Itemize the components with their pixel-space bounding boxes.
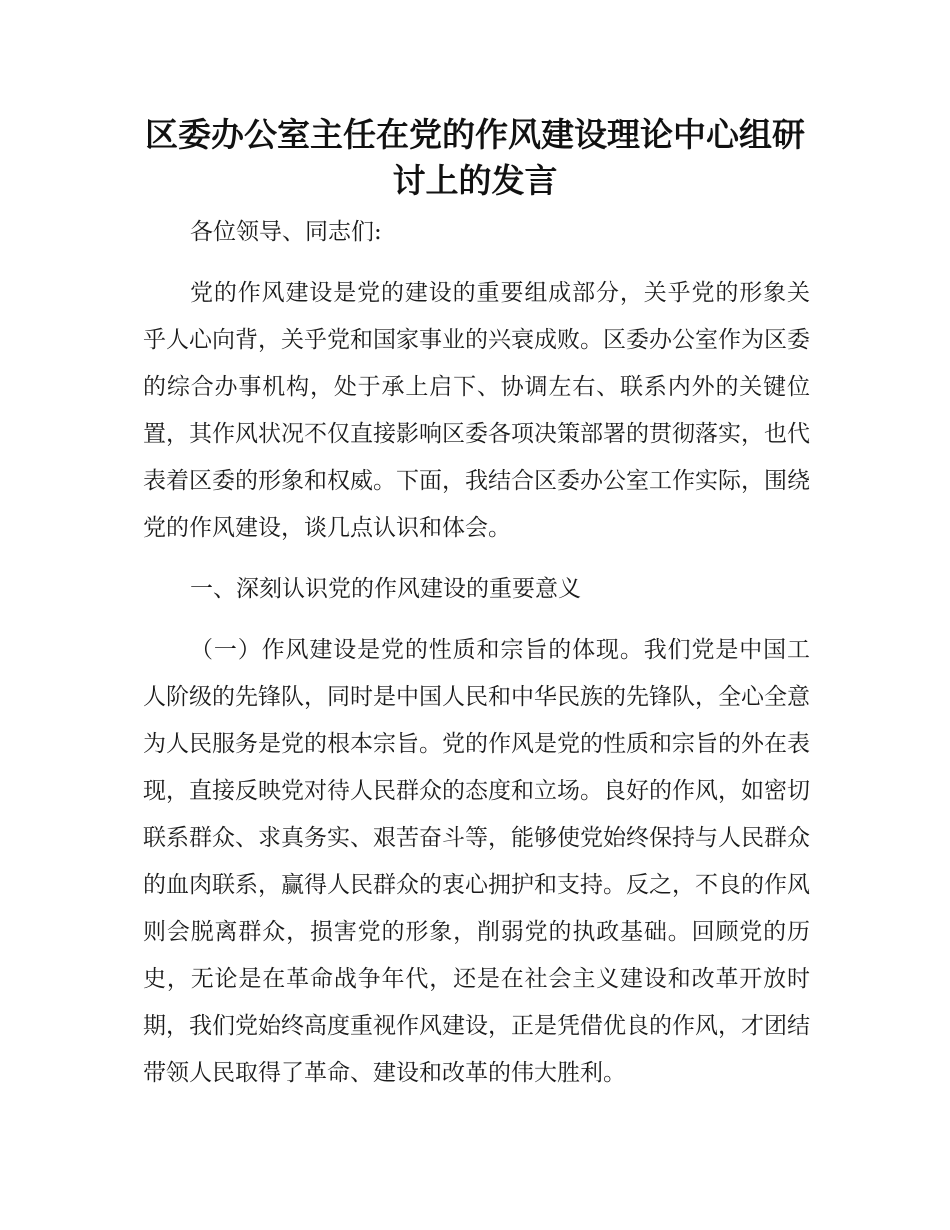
salutation: 各位领导、同志们:: [190, 219, 382, 245]
document-body: [143, 209, 810, 1097]
paragraph-1-1: （一）作风建设是党的性质和宗旨的体现。我们党是中国工人阶级的先锋队，同时是中国人民和中华民族的先锋队，全心全意为人民服务是党的根本宗旨。党的作风是党的性质和宗旨的外在表现，直接反映党对待人民群众的态度和立场。良好的作风，如密切联系群众、求真务实、艰苦奋斗等，能够使党始终保持与人民群众的血肉联系，赢得人民群众的衷心拥护和支持。反之，不良的作风则会脱离群众，损害党的形象，削弱党的执政基础。回顾党的历史，无论是在革命战争年代，还是在社会主义建设和改革开放时期，我们党始终高度重视作风建设，正是凭借优良的作风，才团结带领人民取得了革命、建设和改革的伟大胜利。: [143, 637, 810, 1086]
paragraph-intro: 党的作风建设是党的建设的重要组成部分，关乎党的形象关乎人心向背，关乎党和国家事业的兴衰成败。区委办公室作为区委的综合办事机构，处于承上启下、协调左右、联系内外的关键位置，其作风状况不仅直接影响区委各项决策部署的贯彻落实，也代表着区委的形象和权威。下面，我结合区委办公室工作实际，围绕党的作风建设，谈几点认识和体会。: [143, 280, 810, 541]
section-heading-1: 一、深刻认识党的作风建设的重要意义: [190, 576, 581, 602]
document-title: 区委办公室主任在党的作风建设理论中心组研讨上的发言: [145, 115, 805, 200]
